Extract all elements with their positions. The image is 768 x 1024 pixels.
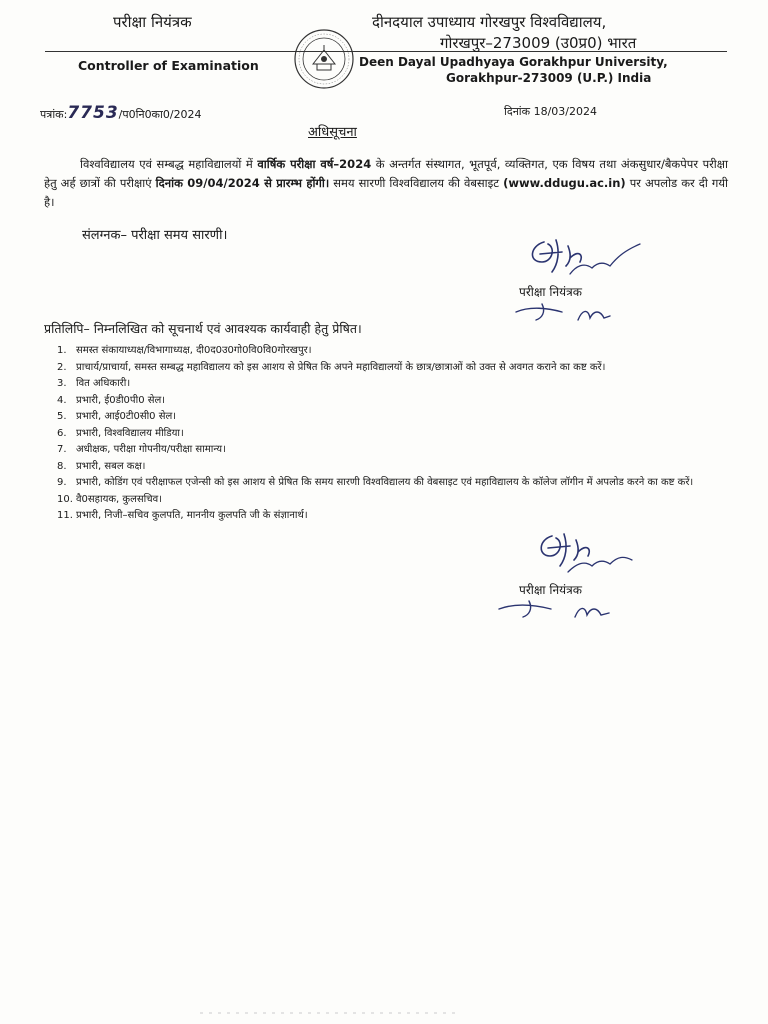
list-item: 5. प्रभारी, आई0टी0सी0 सेल। (57, 411, 177, 422)
list-item: 4. प्रभारी, ई0डी0पी0 सेल। (57, 394, 166, 406)
header-right-hindi-line1: दीनदयाल उपाध्याय गोरखपुर विश्वविद्यालय, (372, 13, 607, 31)
reference-number (40, 103, 202, 123)
scan-artifact-icon (200, 1010, 460, 1016)
list-item: 10. वै0सहायक, कुलसचिव। (57, 493, 162, 505)
list-item: 8. प्रभारी, सबल कक्ष। (57, 460, 146, 472)
body-bold-start-date: दिनांक 09/04/2024 से प्रारम्भ होंगी। (155, 176, 330, 190)
header-left-hindi: परीक्षा नियंत्रक (113, 13, 192, 31)
body-website-link[interactable]: (www.ddugu.ac.in) (503, 176, 626, 190)
body-part3: समय सारणी विश्वविद्यालय की वेबसाइट (329, 176, 504, 190)
list-item: 2. प्राचार्य/प्राचार्या, समस्त सम्बद्ध महाविद्यालय को इस आशय से प्रेषित कि अपने महाविद्यालयों के छात्र/छात्राओं को उक्त से अवगत कराने का कष्ट करें। (57, 361, 606, 373)
letter-date: दिनांक 18/03/2024 (504, 105, 597, 118)
signature-label-2: परीक्षा नियंत्रक (519, 583, 582, 597)
initials-signature-icon (512, 300, 612, 324)
notice-title: अधिसूचना (308, 125, 357, 140)
list-item: 9. प्रभारी, कोडिंग एवं परीक्षाफल एजेन्सी को इस आशय से प्रेषित कि समय सारणी विश्वविद्यालय की वेबसाइट एवं महाविद्यालय के कॉलेज लॉगीन में अपलोड करने का कष्ट करें। (57, 477, 694, 488)
body-part1: विश्वविद्यालय एवं सम्बद्ध महाविद्यालयों में (80, 157, 258, 171)
header-left-english: Controller of Examination (78, 58, 259, 73)
handwritten-signature-icon (532, 526, 637, 578)
initials-signature-icon (495, 597, 613, 621)
list-item: 7. अधीक्षक, परीक्षा गोपनीय/परीक्षा सामान्य। (57, 444, 226, 455)
list-item: 3. वित अधिकारी। (57, 378, 131, 389)
notice-body (44, 155, 728, 212)
reference-prefix: पत्रांक: (40, 108, 68, 121)
reference-suffix: /प0नि0का0/2024 (118, 108, 202, 121)
list-item: 11. प्रभारी, निजी–सचिव कुलपति, माननीय कुलपति जी के संज्ञानार्थ। (57, 510, 308, 521)
handwritten-signature-icon (522, 232, 647, 284)
body-part2: के अन्तर्गत संस्थागत, भूतपूर्व, व्यक्तिगत, एक विषय तथा अंकसुधार/बैकपेपर परीक्षा हेतु अर्ह छात्रों की परीक्षाएं (44, 157, 729, 190)
enclosure-note: संलग्नक– परीक्षा समय सारणी। (82, 228, 228, 243)
header-right-english-line1: Deen Dayal Upadhyaya Gorakhpur University, (359, 55, 668, 69)
body-part4: पर अपलोड कर दी गयी है। (44, 176, 729, 209)
copy-to-title: प्रतिलिपि– निम्नलिखित को सूचनार्थ एवं आवश्यक कार्यवाही हेतु प्रेषित। (44, 321, 362, 336)
list-item: 1. समस्त संकायाध्यक्ष/विभागाध्यक्ष, दी0द0उ0गो0वि0वि0गोरखपुर। (57, 345, 312, 356)
header-right-hindi-line2: गोरखपुर–273009 (उ0प्र0) भारत (440, 34, 637, 52)
list-item: 6. प्रभारी, विश्वविद्यालय मीडिया। (57, 427, 184, 439)
university-seal-icon (293, 28, 355, 90)
header-right-english-line2: Gorakhpur-273009 (U.P.) India (446, 71, 652, 85)
reference-handwritten-number: 7753 (67, 103, 119, 123)
recipient-list (44, 344, 730, 526)
body-bold-exam-year: वार्षिक परीक्षा वर्ष–2024 (257, 157, 372, 171)
signature-label-1: परीक्षा नियंत्रक (519, 285, 582, 299)
